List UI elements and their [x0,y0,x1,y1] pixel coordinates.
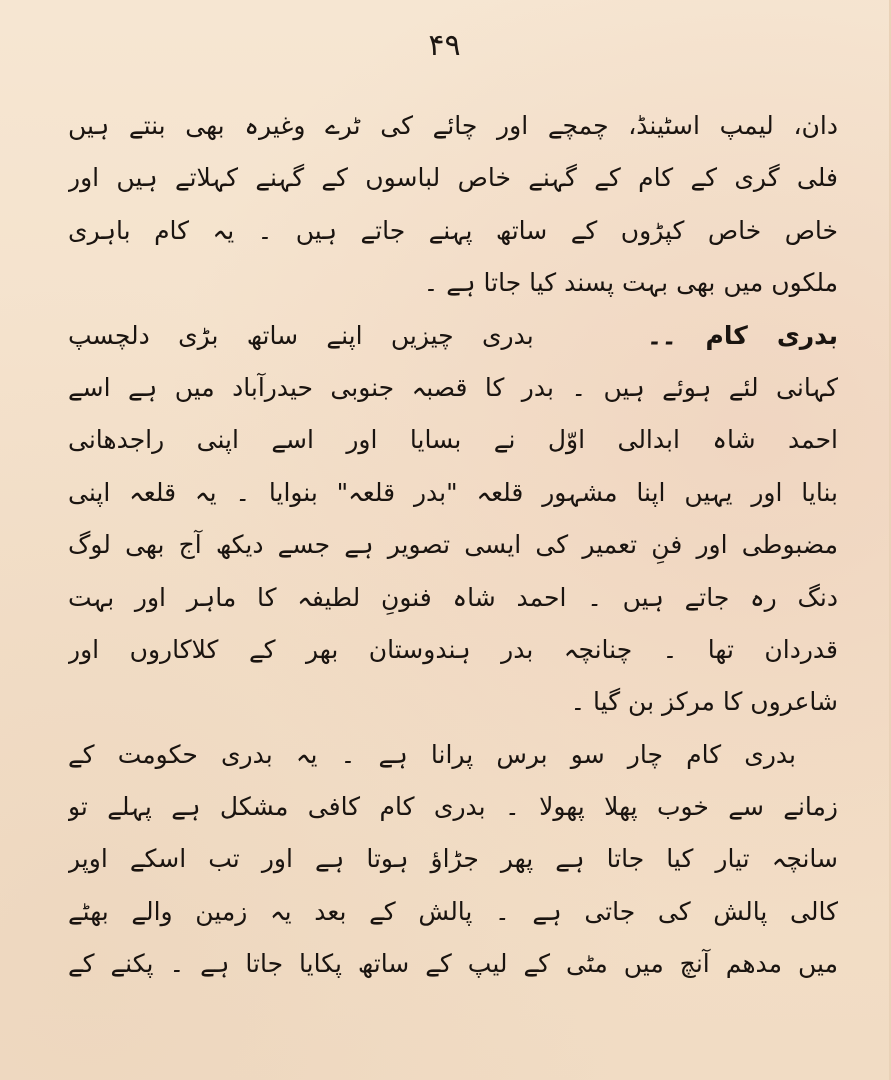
text-line-3: خاص خاص کپڑوں کے ساتھ پہنے جاتے ہیں ۔ یہ کام باہری [68,215,838,245]
text-line-9: مضبوطی اور فنِ تعمیر کی ایسی تصویر ہے جسے دیکھ آج بھی لوگ [68,530,838,560]
text-line-8: بنایا اور یہیں اپنا مشہور قلعہ "بدر قلعہ" بنوایا ۔ یہ قلعہ اپنی [68,477,838,507]
text-line-10: دنگ رہ جاتے ہیں ۔ احمد شاہ فنونِ لطیفہ کا ماہر اور بہت [68,582,838,612]
page-number: ۴۹ [428,28,461,63]
text-line-6: کہانی لئے ہوئے ہیں ۔ بدر کا قصبہ جنوبی حیدرآباد میں ہے اسے [68,372,838,402]
text-line-2: فلی گری کے کام کے گہنے خاص لباسوں کے گہنے کہلاتے ہیں اور [68,163,838,193]
page-text [68,100,838,991]
section-heading: بدری کام ۔۔ [647,320,838,350]
text-line-7: احمد شاہ ابدالی اوّل نے بسایا اور اسے اپنی راجدھانی [68,425,838,455]
text-line-14: زمانے سے خوب پھلا پھولا ۔ بدری کام کافی مشکل ہے پہلے تو [68,792,838,822]
text-line-12: شاعروں کا مرکز بن گیا ۔ [570,687,838,717]
text-line-1: دان، لیمپ اسٹینڈ، چمچے اور چائے کی ٹرے وغیرہ بھی بنتے ہیں [68,111,838,140]
text-line-13: بدری کام چار سو برس پرانا ہے ۔ یہ بدری حکومت کے [68,739,796,769]
text-line-15: سانچہ تیار کیا جاتا ہے پھر جڑاؤ ہوتا ہے اور تب اسکے اوپر [68,844,838,874]
text-line-5-body: بدری چیزیں اپنے ساتھ بڑی دلچسپ [68,320,534,350]
text-line-5 [68,310,838,362]
text-line-4: ملکوں میں بھی بہت پسند کیا جاتا ہے ۔ [423,268,838,298]
text-line-17: میں مدھم آنچ میں مٹی کے لیپ کے ساتھ پکایا جاتا ہے ۔ پکنے کے [68,949,838,979]
text-line-11: قدردان تھا ۔ چنانچہ بدر ہندوستان بھر کے کلاکاروں اور [68,634,838,664]
text-line-16: کالی پالش کی جاتی ہے ۔ پالش کے بعد یہ زمین والے بھٹے [68,896,838,926]
